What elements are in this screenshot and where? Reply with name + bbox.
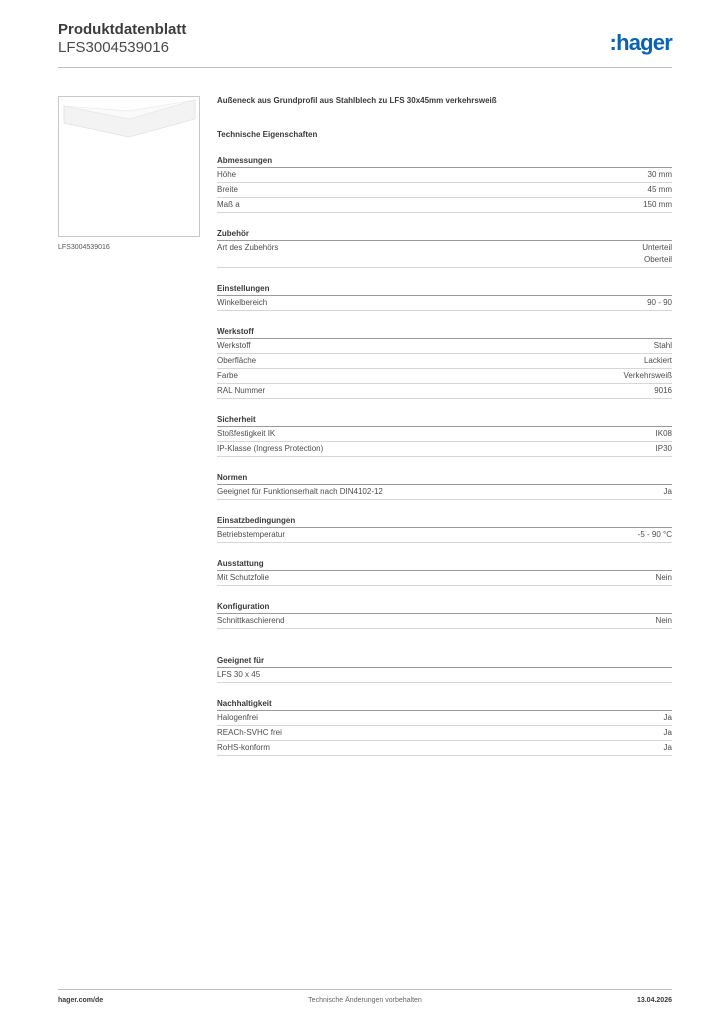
row-label: LFS 30 x 45 bbox=[217, 670, 261, 679]
row-label: Winkelbereich bbox=[217, 298, 268, 307]
table-row bbox=[217, 668, 672, 683]
hager-logo: :hager bbox=[609, 30, 672, 55]
section-title: Sicherheit bbox=[217, 415, 672, 427]
table-row bbox=[217, 741, 672, 756]
section-nachhaltigkeit bbox=[217, 699, 672, 756]
row-value: 150 mm bbox=[643, 200, 672, 209]
row-label: Schnittkaschierend bbox=[217, 616, 285, 625]
footer-divider bbox=[58, 989, 672, 990]
row-label: Halogenfrei bbox=[217, 713, 258, 722]
section-title: Abmessungen bbox=[217, 156, 672, 168]
section-title: Einstellungen bbox=[217, 284, 672, 296]
section-title: Ausstattung bbox=[217, 559, 672, 571]
corner-profile-illustration bbox=[59, 97, 199, 236]
row-label: Geeignet für Funktionserhalt nach DIN4102-12 bbox=[217, 487, 383, 496]
row-value: Stahl bbox=[653, 341, 672, 350]
section-title: Zubehör bbox=[217, 229, 672, 241]
row-label: RAL Nummer bbox=[217, 386, 266, 395]
section-normen bbox=[217, 473, 672, 500]
row-label: Mit Schutzfolie bbox=[217, 573, 270, 582]
row-value: Lackiert bbox=[643, 356, 672, 365]
row-value: IK08 bbox=[655, 429, 672, 438]
row-value: Ja bbox=[663, 713, 672, 722]
row-value: -5 - 90 °C bbox=[637, 530, 672, 539]
table-row bbox=[217, 485, 672, 500]
row-value: Ja bbox=[663, 487, 672, 496]
row-value: 9016 bbox=[654, 386, 672, 395]
row-label: Betriebstemperatur bbox=[217, 530, 286, 539]
product-description: Außeneck aus Grundprofil aus Stahlblech zu LFS 30x45mm verkehrsweiß bbox=[217, 96, 497, 105]
table-row bbox=[217, 427, 672, 442]
row-label: IP-Klasse (Ingress Protection) bbox=[217, 444, 324, 453]
table-row bbox=[217, 711, 672, 726]
row-value-line: Unterteil bbox=[642, 243, 672, 252]
table-row bbox=[217, 198, 672, 213]
row-label: Breite bbox=[217, 185, 238, 194]
table-row bbox=[217, 571, 672, 586]
section-title: Einsatzbedingungen bbox=[217, 516, 672, 528]
row-value: IP30 bbox=[655, 444, 672, 453]
tech-heading: Technische Eigenschaften bbox=[217, 130, 318, 139]
table-row bbox=[217, 183, 672, 198]
footer-website-link[interactable]: hager.com/de bbox=[58, 997, 104, 1004]
row-value-line: Oberteil bbox=[643, 255, 672, 264]
table-row bbox=[217, 168, 672, 183]
row-value: Nein bbox=[655, 616, 672, 625]
row-value: Ja bbox=[663, 743, 672, 752]
row-value: 30 mm bbox=[647, 170, 672, 179]
table-row bbox=[217, 369, 672, 384]
section-einstellungen bbox=[217, 284, 672, 311]
section-title: Normen bbox=[217, 473, 672, 485]
row-label: Maß a bbox=[217, 200, 240, 209]
table-row bbox=[217, 384, 672, 399]
page-footer bbox=[58, 997, 672, 1009]
section-zubehoer bbox=[217, 229, 672, 268]
section-werkstoff bbox=[217, 327, 672, 399]
section-sicherheit bbox=[217, 415, 672, 457]
section-title: Geeignet für bbox=[217, 656, 672, 668]
article-number: LFS3004539016 bbox=[58, 39, 169, 56]
product-image bbox=[58, 96, 200, 237]
footer-date: 13.04.2026 bbox=[636, 997, 672, 1004]
section-konfiguration bbox=[217, 602, 672, 629]
row-label: REACh-SVHC frei bbox=[217, 728, 282, 737]
logo-text: hager bbox=[616, 30, 672, 55]
section-title: Konfiguration bbox=[217, 602, 672, 614]
row-label: Oberfläche bbox=[217, 356, 257, 365]
row-value: 90 - 90 bbox=[647, 298, 672, 307]
section-einsatzbedingungen bbox=[217, 516, 672, 543]
document-title: Produktdatenblatt bbox=[58, 21, 187, 38]
table-row bbox=[217, 241, 672, 268]
footer-note: Technische Änderungen vorbehalten bbox=[308, 997, 422, 1004]
section-title: Werkstoff bbox=[217, 327, 672, 339]
row-label: RoHS-konform bbox=[217, 743, 270, 752]
table-row bbox=[217, 614, 672, 629]
row-value: Nein bbox=[655, 573, 672, 582]
section-ausstattung bbox=[217, 559, 672, 586]
row-label: Werkstoff bbox=[217, 341, 251, 350]
main-content bbox=[217, 96, 672, 756]
row-value: 45 mm bbox=[647, 185, 672, 194]
table-row bbox=[217, 296, 672, 311]
image-caption: LFS3004539016 bbox=[58, 244, 110, 251]
row-label: Art des Zubehörs bbox=[217, 243, 279, 252]
table-row bbox=[217, 528, 672, 543]
table-row bbox=[217, 354, 672, 369]
row-label: Farbe bbox=[217, 371, 238, 380]
section-geeignet-fuer bbox=[217, 656, 672, 683]
table-row bbox=[217, 339, 672, 354]
row-value: Verkehrsweiß bbox=[623, 371, 672, 380]
row-value bbox=[642, 242, 672, 266]
header-divider bbox=[58, 67, 672, 68]
row-label: Höhe bbox=[217, 170, 237, 179]
section-title: Nachhaltigkeit bbox=[217, 699, 672, 711]
row-label: Stoßfestigkeit IK bbox=[217, 429, 276, 438]
page-header bbox=[58, 21, 672, 71]
section-abmessungen bbox=[217, 156, 672, 213]
row-value: Ja bbox=[663, 728, 672, 737]
table-row bbox=[217, 442, 672, 457]
table-row bbox=[217, 726, 672, 741]
